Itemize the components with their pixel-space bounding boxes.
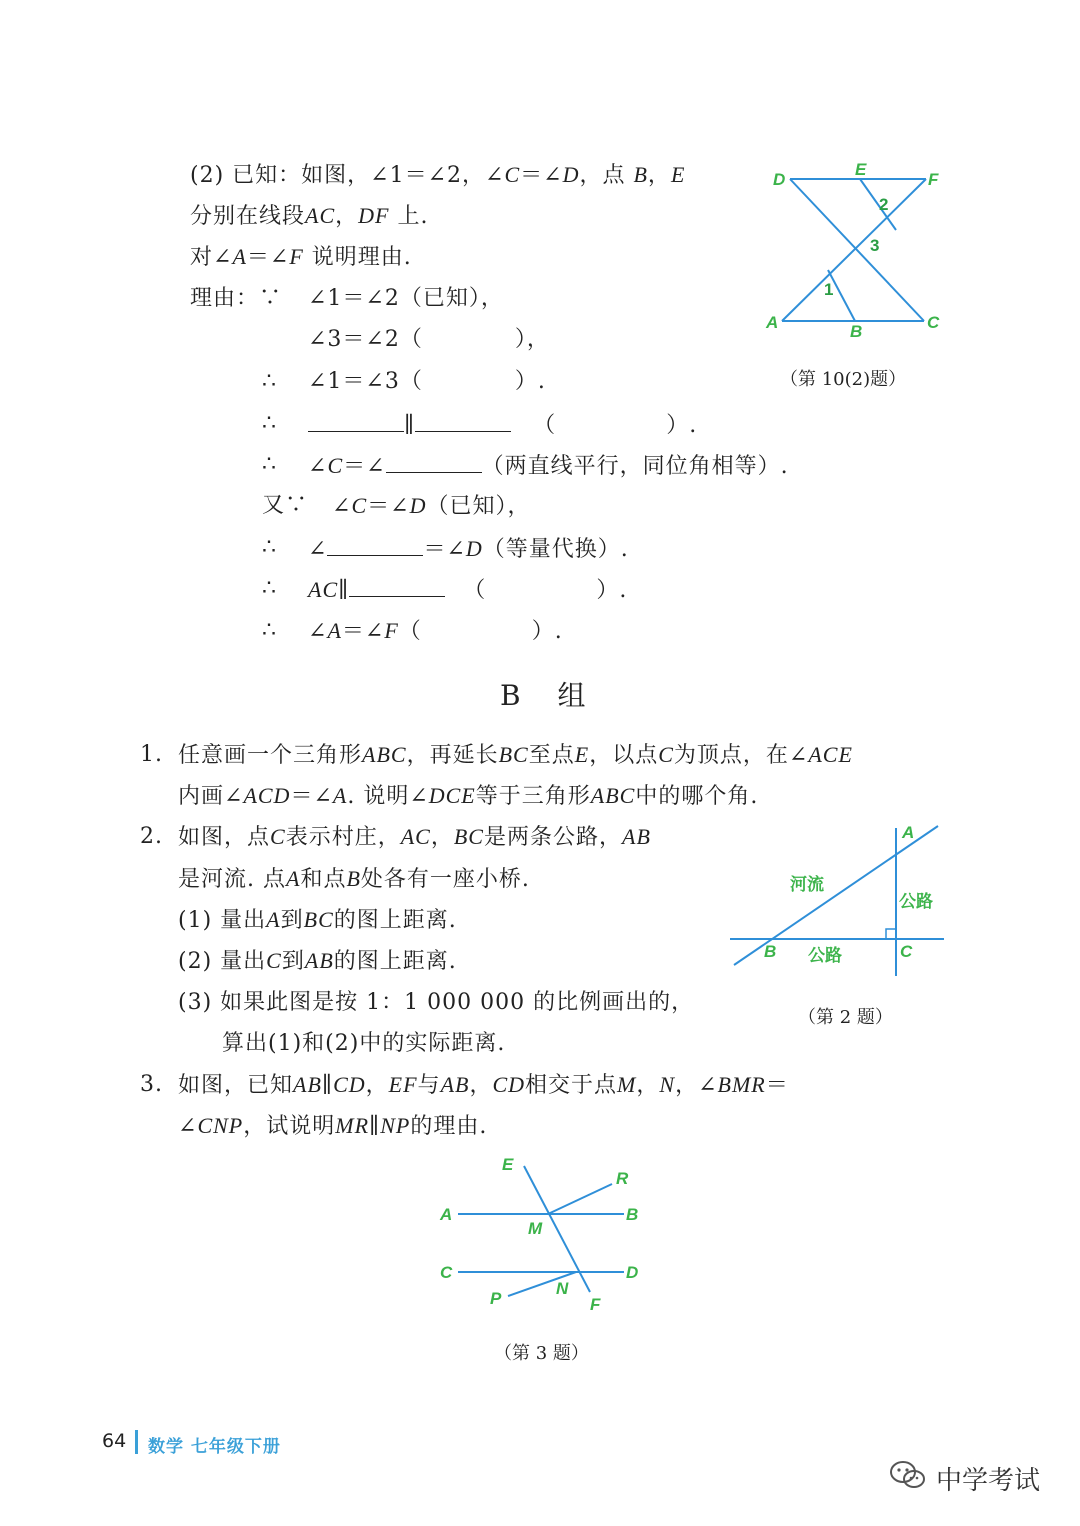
watermark-text: 中学考试 — [936, 1466, 1041, 1496]
label-A: A — [902, 823, 915, 842]
figure-q3 — [436, 1150, 656, 1320]
answer-blank[interactable] — [386, 450, 482, 473]
answer-blank[interactable] — [415, 409, 511, 432]
figure-10-2 — [760, 150, 960, 350]
p10-therefore-3: ∴ — [262, 369, 277, 394]
page-number: 64 — [102, 1430, 127, 1452]
label-B: B — [626, 1205, 639, 1224]
label-E: E — [502, 1155, 514, 1174]
label-B: B — [850, 322, 863, 341]
answer-blank[interactable] — [308, 409, 404, 432]
label-C: C — [900, 942, 913, 961]
p10-reason-9: ∠A＝∠F（ ）. — [308, 618, 563, 644]
label-M: M — [528, 1219, 543, 1238]
p10-reason-8: AC∥ （ ）. — [308, 574, 627, 606]
p10-reason-4: ∥ （ ）. — [308, 409, 697, 441]
p10-line2: 分别在线段AC，DF 上. — [190, 203, 429, 229]
p10-line1: (2) 已知：如图，∠1＝∠2，∠C＝∠D，点 B，E — [190, 162, 686, 188]
q2-sub3: (3) 如果此图是按 1：1 000 000 的比例画出的， — [178, 990, 695, 1015]
label-river: 河流 — [790, 875, 824, 895]
label-N: N — [556, 1279, 569, 1298]
answer-blank[interactable] — [349, 574, 445, 597]
q3-line2: ∠CNP，试说明MR∥NP的理由. — [178, 1113, 488, 1139]
label-road-horizontal: 公路 — [808, 946, 842, 966]
label-angle-3: 3 — [870, 236, 880, 255]
q2-sub2: (2) 量出C到AB的图上距离. — [178, 948, 457, 974]
p10-reason-label: 理由：∵ — [190, 286, 283, 311]
q2-number: 2. — [140, 824, 163, 849]
q2-line1: 如图，点C表示村庄，AC，BC是两条公路，AB — [178, 824, 651, 850]
label-A: A — [440, 1205, 453, 1224]
p10-therefore-7: ∴ — [262, 535, 277, 560]
label-angle-1: 1 — [824, 280, 834, 299]
p10-reason-5: ∠C＝∠ （两直线平行，同位角相等）. — [308, 450, 789, 482]
figure-q2 — [726, 820, 948, 980]
p10-reason-7: ∠ ＝∠D（等量代换）. — [308, 533, 629, 565]
label-F: F — [928, 170, 939, 189]
figure-10-2-caption: （第 10(2)题） — [780, 369, 907, 390]
p10-reason-2: ∠3＝∠2（ ）， — [308, 327, 550, 352]
label-E: E — [855, 160, 867, 179]
label-B: B — [764, 942, 777, 961]
p10-therefore-4: ∴ — [262, 411, 277, 436]
p10-reason-1: ∠1＝∠2（已知）， — [308, 286, 504, 311]
segment-E-cross — [860, 179, 896, 230]
p10-reason-3: ∠1＝∠3（ ）. — [308, 369, 546, 394]
label-road-vertical: 公路 — [899, 892, 933, 912]
q1-line1: 任意画一个三角形ABC，再延长BC至点E，以点C为顶点，在∠ACE — [178, 742, 853, 768]
q3-line1: 如图，已知AB∥CD，EF与AB，CD相交于点M，N，∠BMR＝ — [178, 1072, 789, 1098]
section-b-heading: B 组 — [500, 679, 600, 712]
wechat-icon — [888, 1458, 928, 1492]
q1-line2: 内画∠ACD＝∠A. 说明∠DCE等于三角形ABC中的哪个角. — [178, 783, 759, 809]
q3-number: 3. — [140, 1072, 163, 1097]
answer-blank[interactable] — [327, 533, 423, 556]
q2-line2: 是河流. 点A和点B处各有一座小桥. — [178, 866, 530, 892]
label-P: P — [490, 1289, 502, 1308]
figure-q2-caption: （第 2 题） — [798, 1007, 893, 1028]
q2-sub1: (1) 量出A到BC的图上距离. — [178, 907, 457, 933]
p10-reason-6: ∠C＝∠D（已知）， — [332, 493, 531, 519]
label-A: A — [766, 313, 779, 332]
p10-therefore-9: ∴ — [262, 618, 277, 643]
p10-therefore-5: ∴ — [262, 452, 277, 477]
label-C: C — [440, 1263, 453, 1282]
footer-divider — [135, 1430, 138, 1454]
q2-sub3-cont: 算出(1)和(2)中的实际距离. — [222, 1031, 506, 1056]
label-C: C — [927, 313, 940, 332]
label-D: D — [773, 170, 786, 189]
label-D: D — [626, 1263, 639, 1282]
p10-therefore-8: ∴ — [262, 576, 277, 601]
p10-line3: 对∠A＝∠F 说明理由. — [190, 244, 412, 270]
label-R: R — [616, 1169, 629, 1188]
q1-number: 1. — [140, 742, 163, 767]
label-angle-2: 2 — [879, 195, 889, 214]
ray-MR — [548, 1184, 612, 1214]
book-title: 数学 七年级下册 — [148, 1437, 281, 1457]
p10-also-since: 又∵ — [262, 493, 309, 518]
label-F: F — [590, 1295, 601, 1314]
figure-q3-caption: （第 3 题） — [494, 1343, 589, 1364]
